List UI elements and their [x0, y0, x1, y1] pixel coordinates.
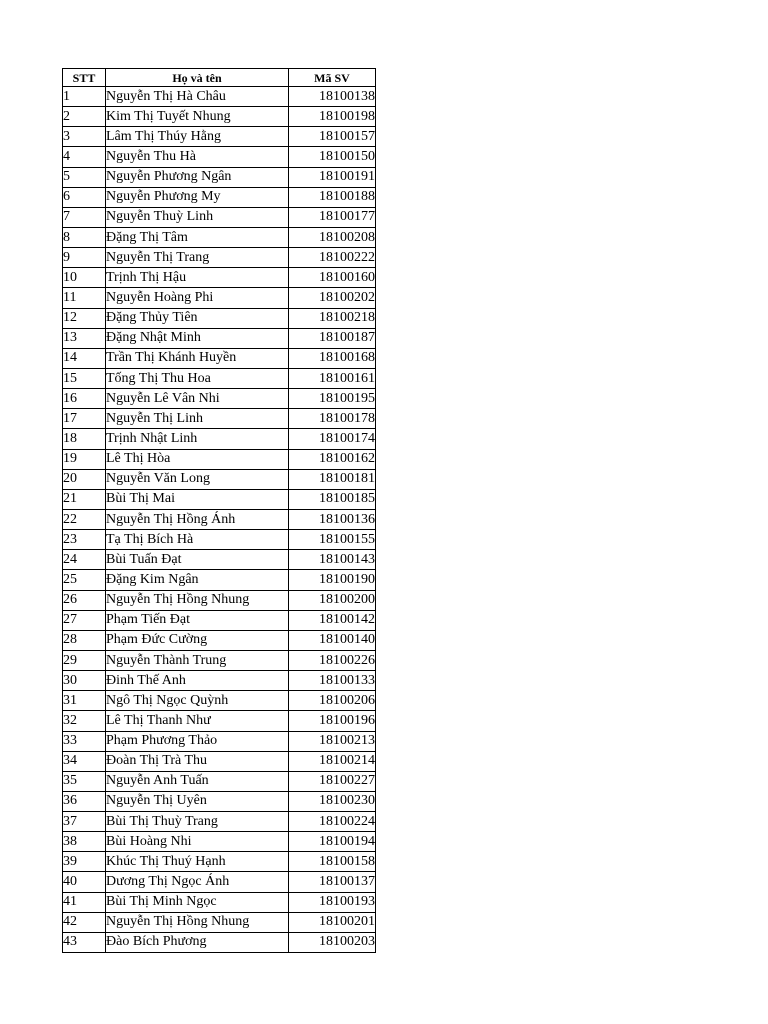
- row-name-cell: Bùi Thị Minh Ngọc: [106, 892, 289, 912]
- row-stt-cell: 32: [63, 711, 106, 731]
- header-name: Họ và tên: [106, 69, 289, 87]
- row-name-cell: Đặng Nhật Minh: [106, 328, 289, 348]
- row-student-id-cell: 18100138: [289, 87, 376, 107]
- row-student-id-cell: 18100160: [289, 268, 376, 288]
- table-row: [63, 429, 376, 449]
- row-name-cell: Phạm Đức Cường: [106, 630, 289, 650]
- row-student-id-cell: 18100177: [289, 207, 376, 227]
- row-name-cell: Bùi Tuấn Đạt: [106, 550, 289, 570]
- row-student-id-cell: 18100187: [289, 328, 376, 348]
- row-name-cell: Nguyễn Thị Trang: [106, 248, 289, 268]
- row-stt-cell: 11: [63, 288, 106, 308]
- row-stt-cell: 26: [63, 590, 106, 610]
- row-name-cell: Nguyễn Thị Hồng Nhung: [106, 912, 289, 932]
- row-stt-cell: 14: [63, 348, 106, 368]
- row-stt-cell: 30: [63, 671, 106, 691]
- table-row: [63, 409, 376, 429]
- table-row: [63, 731, 376, 751]
- row-student-id-cell: 18100136: [289, 509, 376, 529]
- table-row: [63, 932, 376, 952]
- row-student-id-cell: 18100158: [289, 852, 376, 872]
- row-student-id-cell: 18100137: [289, 872, 376, 892]
- row-name-cell: Ngô Thị Ngọc Quỳnh: [106, 691, 289, 711]
- row-name-cell: Nguyễn Phương My: [106, 187, 289, 207]
- row-student-id-cell: 18100157: [289, 127, 376, 147]
- row-name-cell: Lâm Thị Thúy Hằng: [106, 127, 289, 147]
- row-student-id-cell: 18100224: [289, 812, 376, 832]
- row-name-cell: Lê Thị Hòa: [106, 449, 289, 469]
- row-stt-cell: 3: [63, 127, 106, 147]
- row-name-cell: Kim Thị Tuyết Nhung: [106, 107, 289, 127]
- table-row: [63, 771, 376, 791]
- row-student-id-cell: 18100206: [289, 691, 376, 711]
- row-name-cell: Bùi Thị Mai: [106, 489, 289, 509]
- table-row: [63, 389, 376, 409]
- row-student-id-cell: 18100162: [289, 449, 376, 469]
- table-row: [63, 469, 376, 489]
- row-name-cell: Trần Thị Khánh Huyền: [106, 348, 289, 368]
- row-stt-cell: 10: [63, 268, 106, 288]
- row-student-id-cell: 18100208: [289, 227, 376, 247]
- row-stt-cell: 39: [63, 852, 106, 872]
- table-row: [63, 167, 376, 187]
- row-student-id-cell: 18100195: [289, 389, 376, 409]
- table-row: [63, 288, 376, 308]
- row-stt-cell: 40: [63, 872, 106, 892]
- header-student-id: Mã SV: [289, 69, 376, 87]
- row-stt-cell: 35: [63, 771, 106, 791]
- table-row: [63, 570, 376, 590]
- row-stt-cell: 13: [63, 328, 106, 348]
- table-row: [63, 832, 376, 852]
- row-name-cell: Đặng Kim Ngân: [106, 570, 289, 590]
- row-student-id-cell: 18100140: [289, 630, 376, 650]
- table-row: [63, 912, 376, 932]
- row-student-id-cell: 18100203: [289, 932, 376, 952]
- row-name-cell: Trịnh Thị Hậu: [106, 268, 289, 288]
- header-stt: STT: [63, 69, 106, 87]
- row-stt-cell: 12: [63, 308, 106, 328]
- row-student-id-cell: 18100218: [289, 308, 376, 328]
- row-stt-cell: 17: [63, 409, 106, 429]
- row-stt-cell: 15: [63, 368, 106, 388]
- table-header: [63, 69, 376, 87]
- row-student-id-cell: 18100190: [289, 570, 376, 590]
- row-stt-cell: 4: [63, 147, 106, 167]
- row-student-id-cell: 18100181: [289, 469, 376, 489]
- table-body: [63, 87, 376, 953]
- row-name-cell: Nguyễn Thị Hồng Ánh: [106, 509, 289, 529]
- row-name-cell: Nguyễn Lê Vân Nhi: [106, 389, 289, 409]
- table-row: [63, 107, 376, 127]
- row-stt-cell: 19: [63, 449, 106, 469]
- table-row: [63, 87, 376, 107]
- table-row: [63, 368, 376, 388]
- row-name-cell: Nguyễn Thuỳ Linh: [106, 207, 289, 227]
- row-student-id-cell: 18100213: [289, 731, 376, 751]
- row-student-id-cell: 18100194: [289, 832, 376, 852]
- row-stt-cell: 42: [63, 912, 106, 932]
- table-row: [63, 509, 376, 529]
- table-row: [63, 691, 376, 711]
- row-stt-cell: 41: [63, 892, 106, 912]
- table-row: [63, 590, 376, 610]
- table-row: [63, 147, 376, 167]
- row-stt-cell: 1: [63, 87, 106, 107]
- row-student-id-cell: 18100198: [289, 107, 376, 127]
- row-student-id-cell: 18100227: [289, 771, 376, 791]
- row-stt-cell: 16: [63, 389, 106, 409]
- table-row: [63, 127, 376, 147]
- row-student-id-cell: 18100143: [289, 550, 376, 570]
- row-student-id-cell: 18100188: [289, 187, 376, 207]
- table-row: [63, 610, 376, 630]
- row-name-cell: Khúc Thị Thuý Hạnh: [106, 852, 289, 872]
- row-name-cell: Nguyễn Thị Uyên: [106, 791, 289, 811]
- table-row: [63, 892, 376, 912]
- row-student-id-cell: 18100202: [289, 288, 376, 308]
- row-student-id-cell: 18100201: [289, 912, 376, 932]
- row-name-cell: Đinh Thế Anh: [106, 671, 289, 691]
- table-row: [63, 328, 376, 348]
- table-row: [63, 711, 376, 731]
- row-name-cell: Nguyễn Phương Ngân: [106, 167, 289, 187]
- header-row: [63, 69, 376, 87]
- row-name-cell: Nguyễn Hoàng Phi: [106, 288, 289, 308]
- row-name-cell: Nguyễn Thị Hồng Nhung: [106, 590, 289, 610]
- row-name-cell: Bùi Hoàng Nhi: [106, 832, 289, 852]
- row-student-id-cell: 18100191: [289, 167, 376, 187]
- row-stt-cell: 21: [63, 489, 106, 509]
- row-stt-cell: 24: [63, 550, 106, 570]
- row-name-cell: Trịnh Nhật Linh: [106, 429, 289, 449]
- table-row: [63, 268, 376, 288]
- row-student-id-cell: 18100200: [289, 590, 376, 610]
- row-student-id-cell: 18100193: [289, 892, 376, 912]
- row-name-cell: Nguyễn Thị Linh: [106, 409, 289, 429]
- row-stt-cell: 25: [63, 570, 106, 590]
- row-student-id-cell: 18100178: [289, 409, 376, 429]
- row-stt-cell: 18: [63, 429, 106, 449]
- table-row: [63, 550, 376, 570]
- row-stt-cell: 6: [63, 187, 106, 207]
- student-table: [62, 68, 376, 953]
- table-row: [63, 348, 376, 368]
- row-name-cell: Bùi Thị Thuỳ Trang: [106, 812, 289, 832]
- row-name-cell: Tống Thị Thu Hoa: [106, 368, 289, 388]
- row-stt-cell: 28: [63, 630, 106, 650]
- row-student-id-cell: 18100196: [289, 711, 376, 731]
- row-stt-cell: 7: [63, 207, 106, 227]
- row-stt-cell: 33: [63, 731, 106, 751]
- row-student-id-cell: 18100214: [289, 751, 376, 771]
- row-name-cell: Phạm Tiến Đạt: [106, 610, 289, 630]
- table-row: [63, 872, 376, 892]
- row-stt-cell: 9: [63, 248, 106, 268]
- row-student-id-cell: 18100155: [289, 530, 376, 550]
- row-stt-cell: 20: [63, 469, 106, 489]
- row-name-cell: Dương Thị Ngọc Ánh: [106, 872, 289, 892]
- row-name-cell: Lê Thị Thanh Như: [106, 711, 289, 731]
- row-student-id-cell: 18100174: [289, 429, 376, 449]
- row-student-id-cell: 18100226: [289, 650, 376, 670]
- row-name-cell: Nguyễn Thu Hà: [106, 147, 289, 167]
- table-row: [63, 530, 376, 550]
- row-stt-cell: 29: [63, 650, 106, 670]
- row-name-cell: Đặng Thủy Tiên: [106, 308, 289, 328]
- row-student-id-cell: 18100150: [289, 147, 376, 167]
- row-stt-cell: 8: [63, 227, 106, 247]
- row-stt-cell: 36: [63, 791, 106, 811]
- row-name-cell: Đặng Thị Tâm: [106, 227, 289, 247]
- table-row: [63, 227, 376, 247]
- table-row: [63, 308, 376, 328]
- row-name-cell: Đoàn Thị Trà Thu: [106, 751, 289, 771]
- table-row: [63, 852, 376, 872]
- table-row: [63, 650, 376, 670]
- row-student-id-cell: 18100222: [289, 248, 376, 268]
- table-row: [63, 671, 376, 691]
- row-name-cell: Tạ Thị Bích Hà: [106, 530, 289, 550]
- table-row: [63, 751, 376, 771]
- row-student-id-cell: 18100185: [289, 489, 376, 509]
- row-stt-cell: 43: [63, 932, 106, 952]
- row-name-cell: Nguyễn Thành Trung: [106, 650, 289, 670]
- row-stt-cell: 23: [63, 530, 106, 550]
- row-student-id-cell: 18100168: [289, 348, 376, 368]
- row-student-id-cell: 18100133: [289, 671, 376, 691]
- row-name-cell: Đào Bích Phương: [106, 932, 289, 952]
- table-row: [63, 248, 376, 268]
- table-row: [63, 812, 376, 832]
- row-stt-cell: 34: [63, 751, 106, 771]
- row-stt-cell: 2: [63, 107, 106, 127]
- row-stt-cell: 37: [63, 812, 106, 832]
- row-stt-cell: 31: [63, 691, 106, 711]
- table-row: [63, 187, 376, 207]
- row-student-id-cell: 18100142: [289, 610, 376, 630]
- row-student-id-cell: 18100161: [289, 368, 376, 388]
- table-row: [63, 207, 376, 227]
- row-name-cell: Nguyễn Anh Tuấn: [106, 771, 289, 791]
- row-student-id-cell: 18100230: [289, 791, 376, 811]
- row-stt-cell: 5: [63, 167, 106, 187]
- table-row: [63, 630, 376, 650]
- row-name-cell: Nguyễn Thị Hà Châu: [106, 87, 289, 107]
- row-name-cell: Nguyễn Văn Long: [106, 469, 289, 489]
- table-row: [63, 791, 376, 811]
- table-row: [63, 449, 376, 469]
- row-stt-cell: 22: [63, 509, 106, 529]
- row-stt-cell: 38: [63, 832, 106, 852]
- row-stt-cell: 27: [63, 610, 106, 630]
- row-name-cell: Phạm Phương Thảo: [106, 731, 289, 751]
- table-row: [63, 489, 376, 509]
